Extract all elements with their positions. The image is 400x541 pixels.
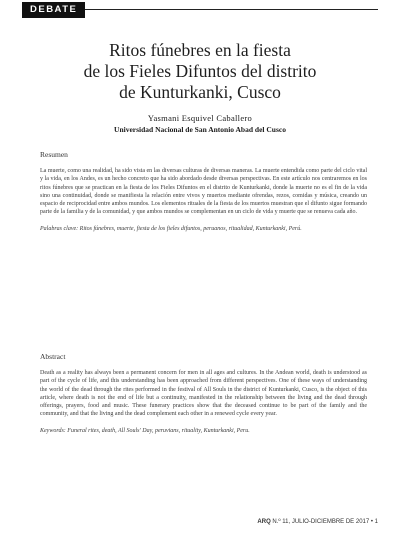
resumen-section (40, 150, 367, 233)
resumen-heading: Resumen (40, 150, 68, 159)
abstract-text: Death as a reality has always been a permanent concern for men in all ages and cultures. In the Andean world, death is understood as part of the cycle of life, and this understanding has been approached from different perspectives. One of these ways of understanding the world of the dead through the rites performed in the festival of All Souls in the district of Kunturkanki, Cusco, is the object of this article, where death is not the end of life but a continuity, manifested in the relationship between the living and the dead through offerings, prayers, food and music. These funerary practices show that the deceased continue to be part of the family and the community, and that the living and the dead complement each other in a renewed cycle every year. (40, 370, 367, 418)
journal-issue: N.º 11, JULIO-DICIEMBRE DE 2017 (272, 519, 370, 525)
page-number: 1 (374, 519, 378, 525)
author-affiliation: Universidad Nacional de San Antonio Abad del Cusco (114, 125, 286, 134)
footer-separator: • (370, 519, 373, 525)
title-line: Ritos fúnebres en la fiesta (109, 40, 291, 60)
abstract-section (40, 352, 367, 435)
author-block (40, 113, 360, 135)
resumen-text: La muerte, como una realidad, ha sido vista en las diversas culturas de diversas maneras. La muerte entendida como parte del ciclo vital y la vida, en los Andes, es un hecho concreto que ha sido abordado desde diversas perspectivas. En este artículo nos centraremos en los ritos fúnebres que se practican en la fiesta de los Fieles Difuntos en el distrito de Kunturkanki, donde la muerte no es el fin de la vida sino una continuidad, donde se manifiesta la relación entre vivos y muertos mediante ofrendas, rezos, comidas y música, creando un espacio de reciprocidad entre ambos mundos. Los elementos rituales de la fiesta de los muertos muestran que el difunto sigue formando parte de la familia y de la comunidad, y que ambos mundos se complementan en un ciclo de vida y muerte que se renueva cada año. (40, 168, 367, 216)
abstract-heading: Abstract (40, 352, 66, 361)
page-footer (257, 519, 378, 525)
page-header (0, 0, 400, 20)
section-tag: DEBATE (22, 2, 85, 18)
journal-name: ARQ (257, 519, 271, 525)
resumen-keywords: Palabras clave: Ritos fúnebres, muerte, fiesta de los fieles difuntos, peruanos, ritualidad, Kunturkanki, Perú. (40, 225, 302, 232)
title-line: de Kunturkanki, Cusco (119, 82, 281, 102)
abstract-keywords: Keywords: Funeral rites, death, All Souls' Day, peruvians, rituality, Kunturkanki, Peru. (40, 427, 250, 434)
author-name: Yasmani Esquivel Caballero (147, 113, 253, 123)
article-title (40, 40, 360, 103)
title-line: de los Fieles Difuntos del distrito (83, 61, 317, 81)
